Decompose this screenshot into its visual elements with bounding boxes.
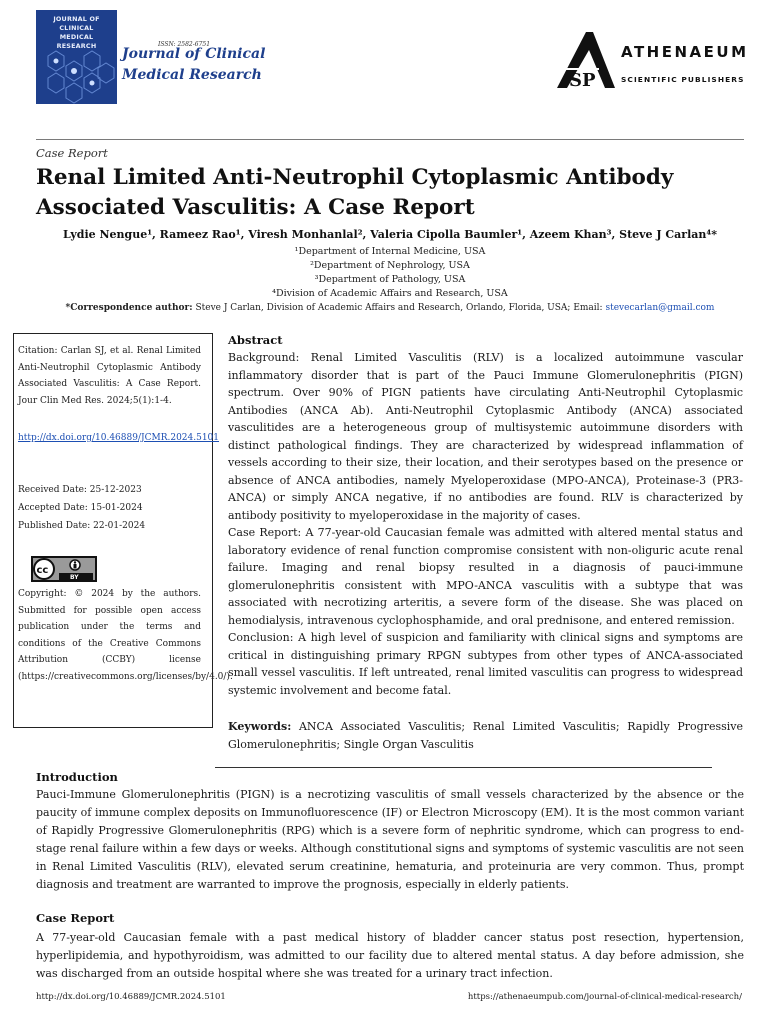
received-date: Received Date: 25-12-2023 bbox=[18, 485, 142, 495]
affiliation: ²Department of Nephrology, USA bbox=[310, 260, 470, 271]
abstract-conclusion: Conclusion: A high level of suspicion and familiarity with clinical signs and symptoms are critical in distinguishing primary RPGN subtypes from other types of ANCA-associated small vessel vasculitis. If left untreated, renal limited vasculitis can progress to widespread systemic involvement and become fatal. bbox=[228, 631, 743, 697]
cover-title-line: RESEARCH bbox=[56, 42, 97, 50]
affiliation: ⁴Division of Academic Affairs and Research, USA bbox=[272, 288, 508, 299]
keywords-label: Keywords: bbox=[228, 720, 292, 733]
copyright-text: Copyright: © 2024 by the authors. Submitted for possible open access publication under the terms and conditions of the Creative Commons Attribution (CCBY) license (https://creativecommons.org/licenses/by/4.0/). bbox=[18, 589, 233, 682]
journal-cover-thumbnail bbox=[36, 10, 117, 104]
affiliation: ³Department of Pathology, USA bbox=[314, 274, 466, 285]
cover-title-line: MEDICAL bbox=[59, 33, 94, 41]
logo-letters: SP bbox=[569, 70, 596, 91]
published-date: Published Date: 22-01-2024 bbox=[18, 521, 146, 531]
publisher-subtitle: SCIENTIFIC PUBLISHERS bbox=[621, 75, 745, 84]
issn-number: ISSN: 2582-6751 bbox=[158, 41, 211, 48]
header-divider bbox=[36, 139, 744, 140]
abstract-background: Background: Renal Limited Vasculitis (RLV) is a localized autoimmune vascular inflammatory disorder that is part of the Pauci Immune Glomerulonephritis (PIGN) spectrum. Over 90% of PIGN patients have circulating Anti-Neutrophil Cytoplasmic Antibodies (ANCA Ab). Anti-Neutrophil Cytoplasmic Antibody (ANCA) associated vasculitides are a heterogeneous group of multisystemic autoimmune disorders with distinct pathological findings. They are characterized by widespread inflammation of vessels according to their size, their location, and their serotypes based on the presence or absence of ANCA antibodies, namely Myeloperoxidase (MPO-ANCA), Proteinase-3 (PR3-ANCA) or simply ANCA negative, if no antibodies are found. RLV is characterized by antibody positivity to myeloperoxidase in the majority of cases. bbox=[228, 351, 743, 522]
svg-text:cc: cc bbox=[36, 565, 49, 576]
introduction-heading: Introduction bbox=[36, 770, 118, 784]
cover-title-line: JOURNAL OF bbox=[53, 15, 100, 23]
journal-name-line1: Journal of Clinical bbox=[122, 46, 266, 62]
cc-by-label: BY bbox=[70, 574, 79, 581]
abstract-heading: Abstract bbox=[228, 333, 283, 347]
footer-journal-url-link[interactable]: https://athenaeumpub.com/journal-of-clinical-medical-research/ bbox=[467, 992, 742, 1002]
correspondence-text: Steve J Carlan, Division of Academic Affairs and Research, Orlando, Florida, USA; Email: bbox=[192, 303, 606, 313]
accepted-date: Accepted Date: 15-01-2024 bbox=[18, 503, 143, 513]
keywords bbox=[228, 718, 743, 753]
case-report-paragraph: A 77-year-old Caucasian female with a past medical history of bladder cancer status post resection, hypertension, hyperlipidemia, and hypothyroidism, was admitted to our facility due to altered mental status. A day before admission, she was discharged from an outside hospital where she was treated for a urinary tract infection. bbox=[36, 931, 744, 980]
abstract-case-report: Case Report: A 77-year-old Caucasian female was admitted with altered mental status and laboratory evidence of renal function compromise consistent with non-oliguric acute renal failure. Imaging and renal biopsy resulted in a diagnosis of pauci-immune glomerulonephritis consistent with MPO-ANCA vasculitis with a subtype that was associated with necrotizing arteritis, a severe form of the disease. She was placed on hemodialysis, intravenous cyclophosphamide, and oral prednisone, and entered remission. bbox=[228, 526, 743, 627]
correspondence-label: *Correspondence author: bbox=[65, 303, 193, 313]
article-type-label: Case Report bbox=[36, 146, 108, 160]
doi-link[interactable]: http://dx.doi.org/10.46889/JCMR.2024.5101 bbox=[18, 433, 220, 443]
article-title: Renal Limited Anti-Neutrophil Cytoplasmic Antibody Associated Vasculitis: A Case Report bbox=[36, 165, 674, 220]
cover-title-line: CLINICAL bbox=[59, 24, 94, 32]
keywords-list: ANCA Associated Vasculitis; Renal Limited Vasculitis; Rapidly Progressive Glomerulonephritis; Single Organ Vasculitis bbox=[228, 720, 743, 751]
case-report-heading: Case Report bbox=[36, 911, 115, 925]
correspondence-email-link[interactable]: stevecarlan@gmail.com bbox=[605, 303, 715, 313]
creative-commons-icon bbox=[31, 556, 97, 582]
author-list: Lydie Nengue¹, Rameez Rao¹, Viresh Monhanlal², Valeria Cipolla Baumler¹, Azeem Khan³, Steve J Carlan⁴* bbox=[63, 228, 717, 241]
footer-doi-link[interactable]: http://dx.doi.org/10.46889/JCMR.2024.5101 bbox=[36, 992, 226, 1002]
citation-text: Citation: Carlan SJ, et al. Renal Limited Anti-Neutrophil Cytoplasmic Antibody Associated Vasculitis: A Case Report. Jour Clin Med Res. 2024;5(1):1-4. bbox=[18, 346, 201, 406]
athenaeum-logo-icon bbox=[553, 30, 619, 92]
publisher-name: ATHENAEUM bbox=[621, 43, 749, 61]
affiliation: ¹Department of Internal Medicine, USA bbox=[294, 246, 486, 257]
abstract-divider bbox=[215, 767, 712, 768]
correspondence bbox=[36, 303, 744, 313]
introduction-paragraph: Pauci-Immune Glomerulonephritis (PIGN) is a necrotizing vasculitis of small vessels characterized by the absence or the paucity of immune complex deposits on Immunofluorescence (IF) or Electron Microscopy (EM). It is the most common variant of Rapidly Progressive Glomerulonephritis (RPG) which is a severe form of nephritic syndrome, which can progress to end-stage renal failure within a few days or weeks. Although constitutional signs and symptoms of systemic vasculitis are not seen in Renal Limited Vasculitis (RLV), elevated serum creatinine, hematuria, and proteinuria are very common. Thus, prompt diagnosis and treatment are warranted to improve the prognosis, especially in elderly patients. bbox=[36, 788, 744, 891]
journal-name-line2: Medical Research bbox=[122, 67, 262, 83]
